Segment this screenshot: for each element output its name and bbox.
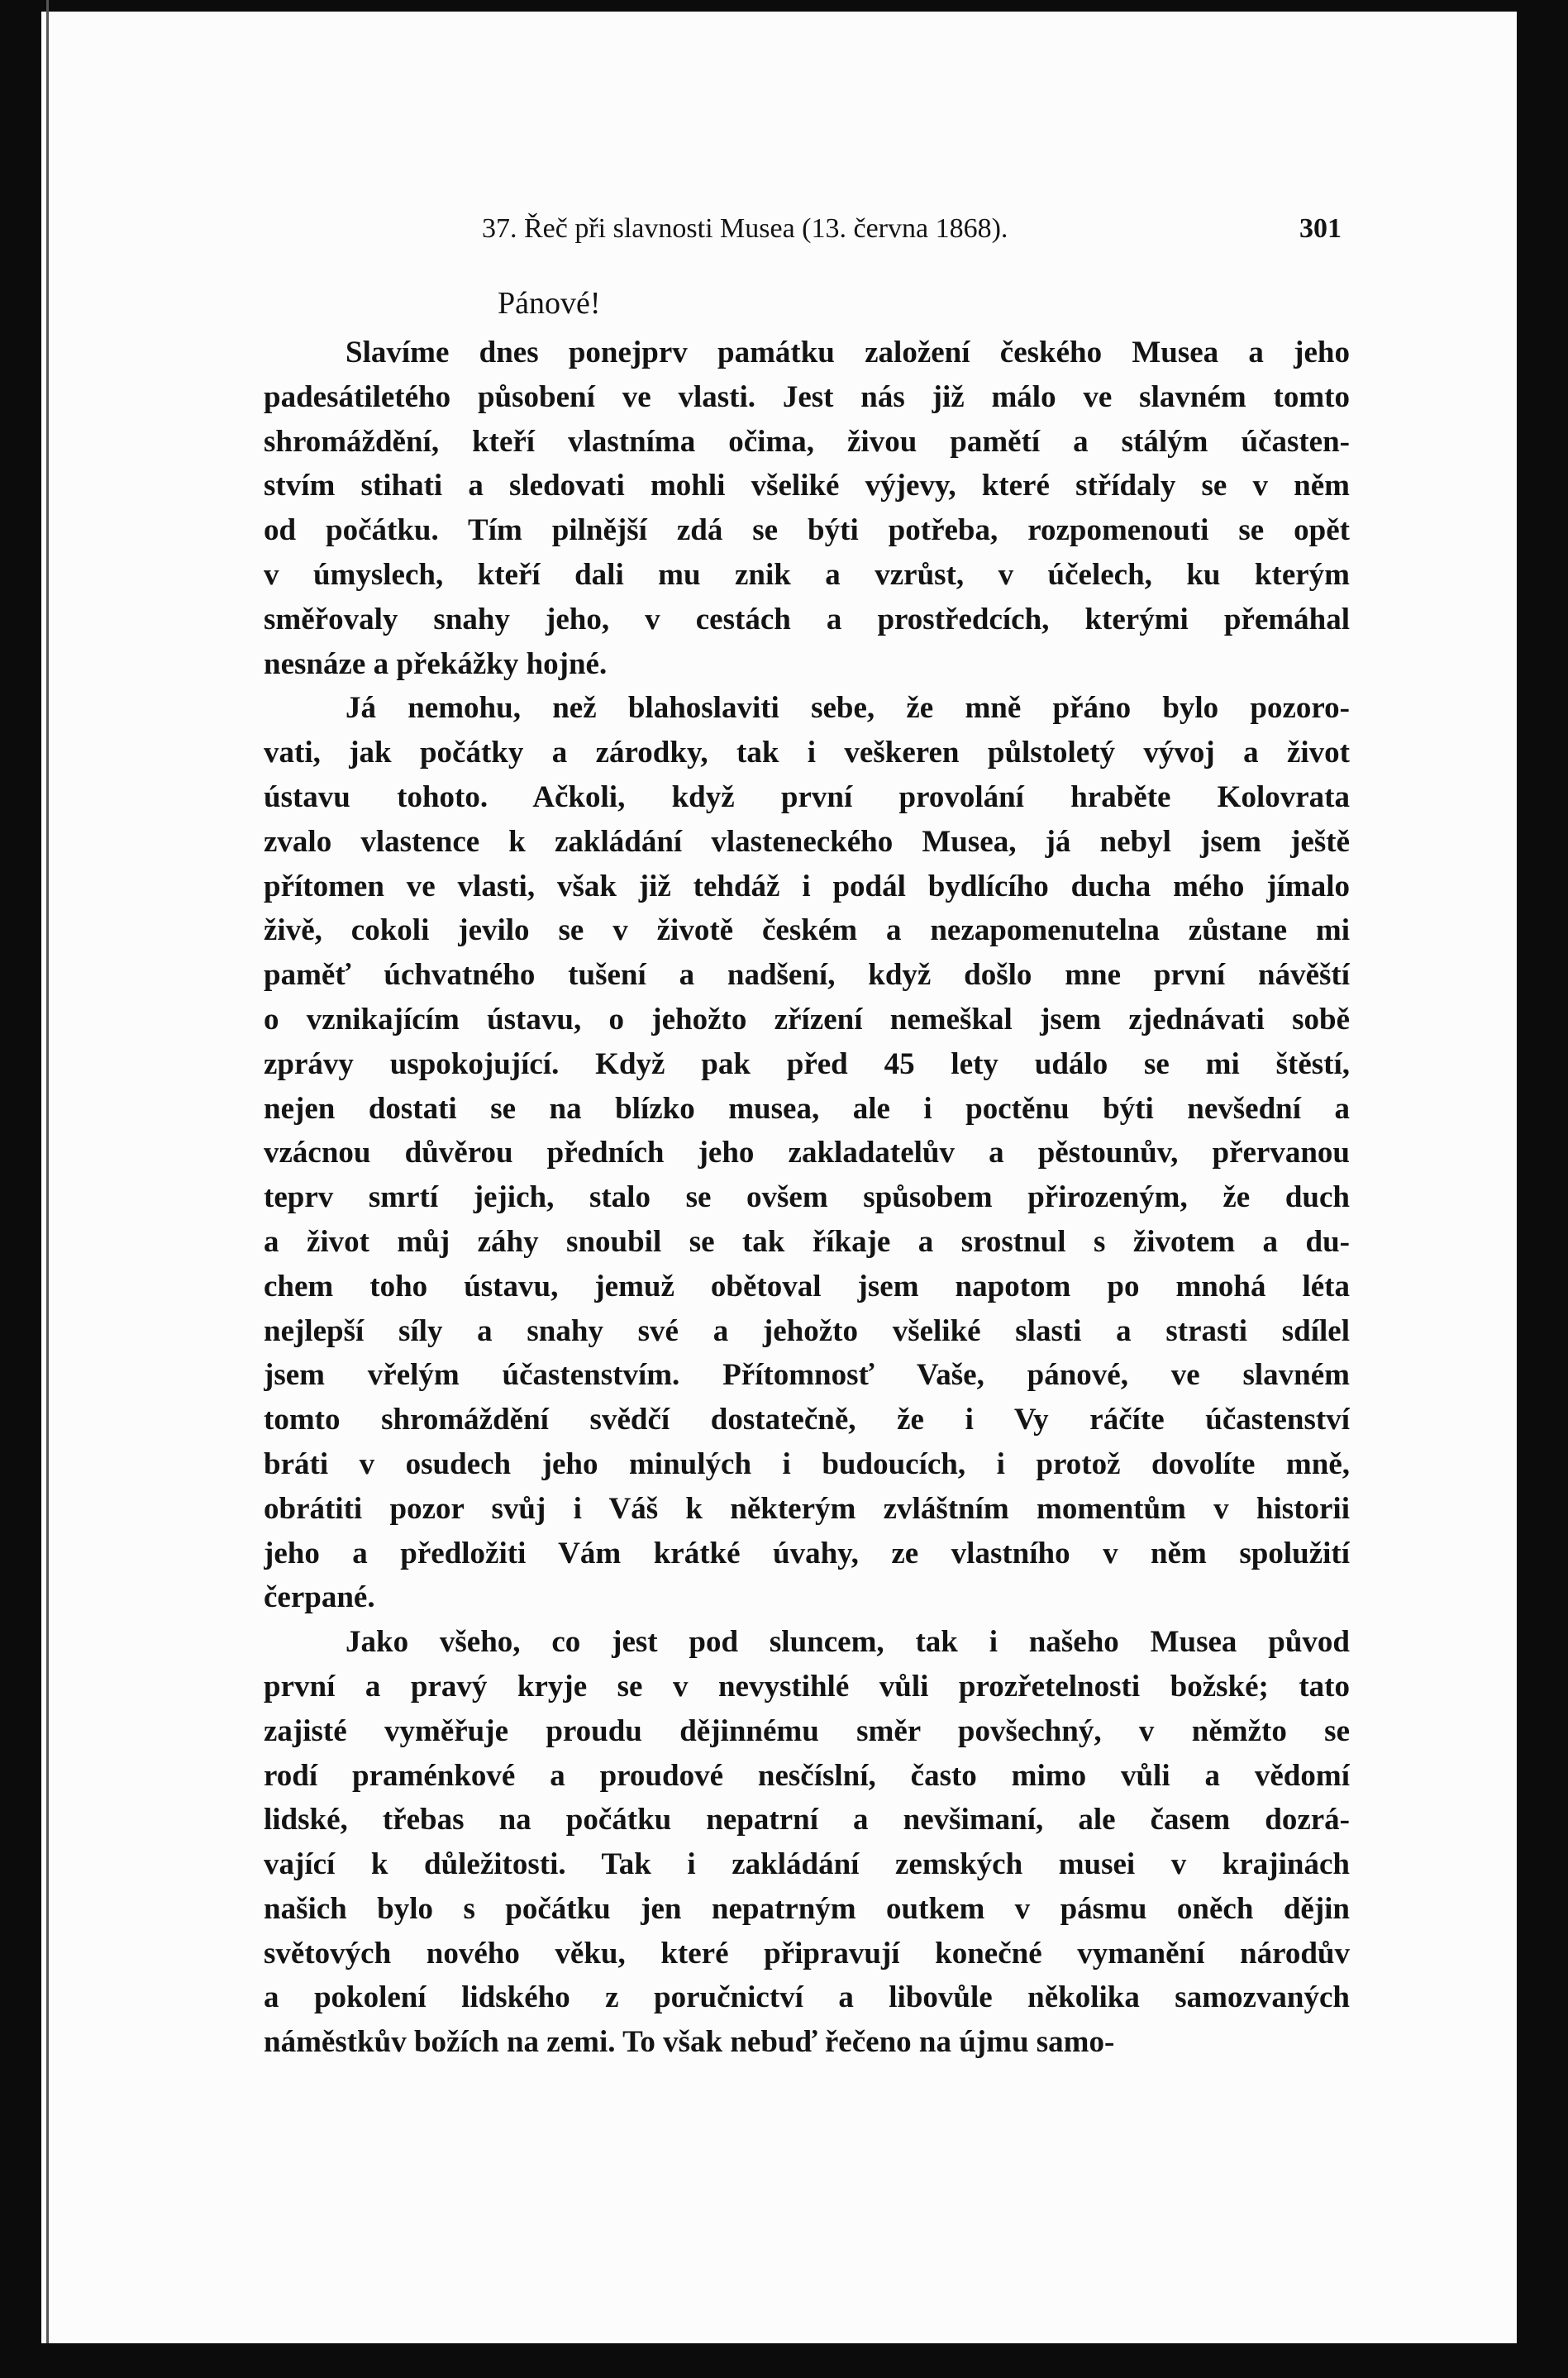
running-header: 37. Řeč při slavnosti Musea (13. června 1868). bbox=[482, 213, 1008, 244]
text-line: a pokolení lidského z poručnictví a libovůle několika samozvaných bbox=[264, 1980, 1350, 2015]
text-line: jsem vřelým účastenstvím. Přítomnosť Vaše, pánové, ve slavném bbox=[264, 1358, 1350, 1393]
text-line: stvím stihati a sledovati mohli všeliké výjevy, které střídaly se v něm bbox=[264, 469, 1350, 503]
text-line: živě, cokoli jevilo se v životě českém a nezapomenutelna zůstane mi bbox=[264, 913, 1350, 948]
text-line: zvalo vlastence k zakládání vlasteneckého Musea, já nebyl jsem ještě bbox=[264, 824, 1350, 859]
scan-border-bottom bbox=[0, 2343, 1568, 2378]
text-line: o vznikajícím ústavu, o jehožto zřízení nemeškal jsem zjednávati sobě bbox=[264, 1002, 1350, 1037]
text-line: chem toho ústavu, jemuž obětoval jsem napotom po mnohá léta bbox=[264, 1269, 1350, 1303]
paragraph bbox=[264, 686, 1350, 1620]
text-line: shromáždění, kteří vlastníma očima, živou pamětí a stálým účasten- bbox=[264, 424, 1350, 459]
scan-border-top bbox=[0, 0, 1568, 12]
text-line: jeho a předložiti Vám krátké úvahy, ze vlastního v něm spolužití bbox=[264, 1536, 1350, 1570]
text-line: teprv smrtí jejich, stalo se ovšem spůsobem přirozeným, že duch bbox=[264, 1180, 1350, 1215]
text-line: tomto shromáždění svědčí dostatečně, že i Vy ráčíte účastenství bbox=[264, 1403, 1350, 1437]
text-line: Já nemohu, než blahoslaviti sebe, že mně přáno bylo pozoro- bbox=[346, 691, 1350, 726]
text-line: ústavu tohoto. Ačkoli, když první provolání hraběte Kolovrata bbox=[264, 779, 1350, 814]
text-line: obrátiti pozor svůj i Váš k některým zvláštním momentům v historii bbox=[264, 1491, 1350, 1526]
text-line: Slavíme dnes ponejprv památku založení českého Musea a jeho bbox=[346, 336, 1350, 369]
text-line: padesátiletého působení ve vlasti. Jest nás již málo ve slavném tomto bbox=[264, 379, 1350, 414]
scan-border-left bbox=[0, 0, 41, 2378]
text-line: přítomen ve vlasti, však již tehdáž i podál bydlícího ducha mého jímalo bbox=[264, 869, 1350, 903]
text-line: náměstkův božích na zemi. To však nebuď řečeno na újmu samo- bbox=[264, 2025, 1115, 2060]
paragraph bbox=[264, 331, 1350, 686]
text-line: čerpané. bbox=[264, 1580, 375, 1615]
text-line: rodí praménkové a proudové nesčíslní, často mimo vůli a vědomí bbox=[264, 1758, 1350, 1793]
text-line: vati, jak počátky a zárodky, tak i veškeren půlstoletý vývoj a život bbox=[264, 736, 1350, 770]
salutation: Pánové! bbox=[498, 286, 601, 321]
text-line: nejlepší síly a snahy své a jehožto všeliké slasti a strasti sdílel bbox=[264, 1313, 1350, 1348]
text-line: lidské, třebas na počátku nepatrní a nevšimaní, ale časem dozrá- bbox=[264, 1803, 1350, 1837]
scan-edge-line bbox=[46, 0, 49, 2378]
text-line: bráti v osudech jeho minulých i budoucích, i protož dovolíte mně, bbox=[264, 1446, 1350, 1481]
text-line: zprávy uspokojující. Když pak před 45 lety událo se mi štěstí, bbox=[264, 1046, 1350, 1081]
text-line: od počátku. Tím pilnější zdá se býti potřeba, rozpomenouti se opět bbox=[264, 513, 1350, 548]
paragraph bbox=[264, 1620, 1350, 2065]
text-line: první a pravý kryje se v nevystihlé vůli prozřetelnosti božské; tato bbox=[264, 1669, 1350, 1704]
text-line: a život můj záhy snoubil se tak říkaje a srostnul s životem a du- bbox=[264, 1224, 1350, 1259]
page-number: 301 bbox=[1299, 213, 1342, 244]
scan-border-right bbox=[1517, 0, 1568, 2378]
text-line: světových nového věku, které připravují konečné vymanění národův bbox=[264, 1936, 1350, 1971]
text-line: nesnáze a překážky hojné. bbox=[264, 646, 608, 681]
text-line: nejen dostati se na blízko musea, ale i poctěnu býti nevšední a bbox=[264, 1091, 1350, 1126]
body-text bbox=[264, 331, 1350, 2065]
text-line: vající k důležitosti. Tak i zakládání zemských musei v krajinách bbox=[264, 1847, 1350, 1882]
text-line: paměť úchvatného tušení a nadšení, když došlo mne první návěští bbox=[264, 958, 1350, 993]
text-line: Jako všeho, co jest pod sluncem, tak i našeho Musea původ bbox=[346, 1625, 1350, 1660]
text-line: našich bylo s počátku jen nepatrným outkem v pásmu oněch dějin bbox=[264, 1891, 1350, 1926]
text-line: zajisté vyměřuje proudu dějinnému směr povšechný, v němžto se bbox=[264, 1713, 1350, 1748]
text-line: směřovaly snahy jeho, v cestách a prostředcích, kterými přemáhal bbox=[264, 602, 1350, 636]
text-line: v úmyslech, kteří dali mu znik a vzrůst, v účelech, ku kterým bbox=[264, 557, 1350, 592]
text-line: vzácnou důvěrou předních jeho zakladatelův a pěstounův, přervanou bbox=[264, 1136, 1350, 1170]
